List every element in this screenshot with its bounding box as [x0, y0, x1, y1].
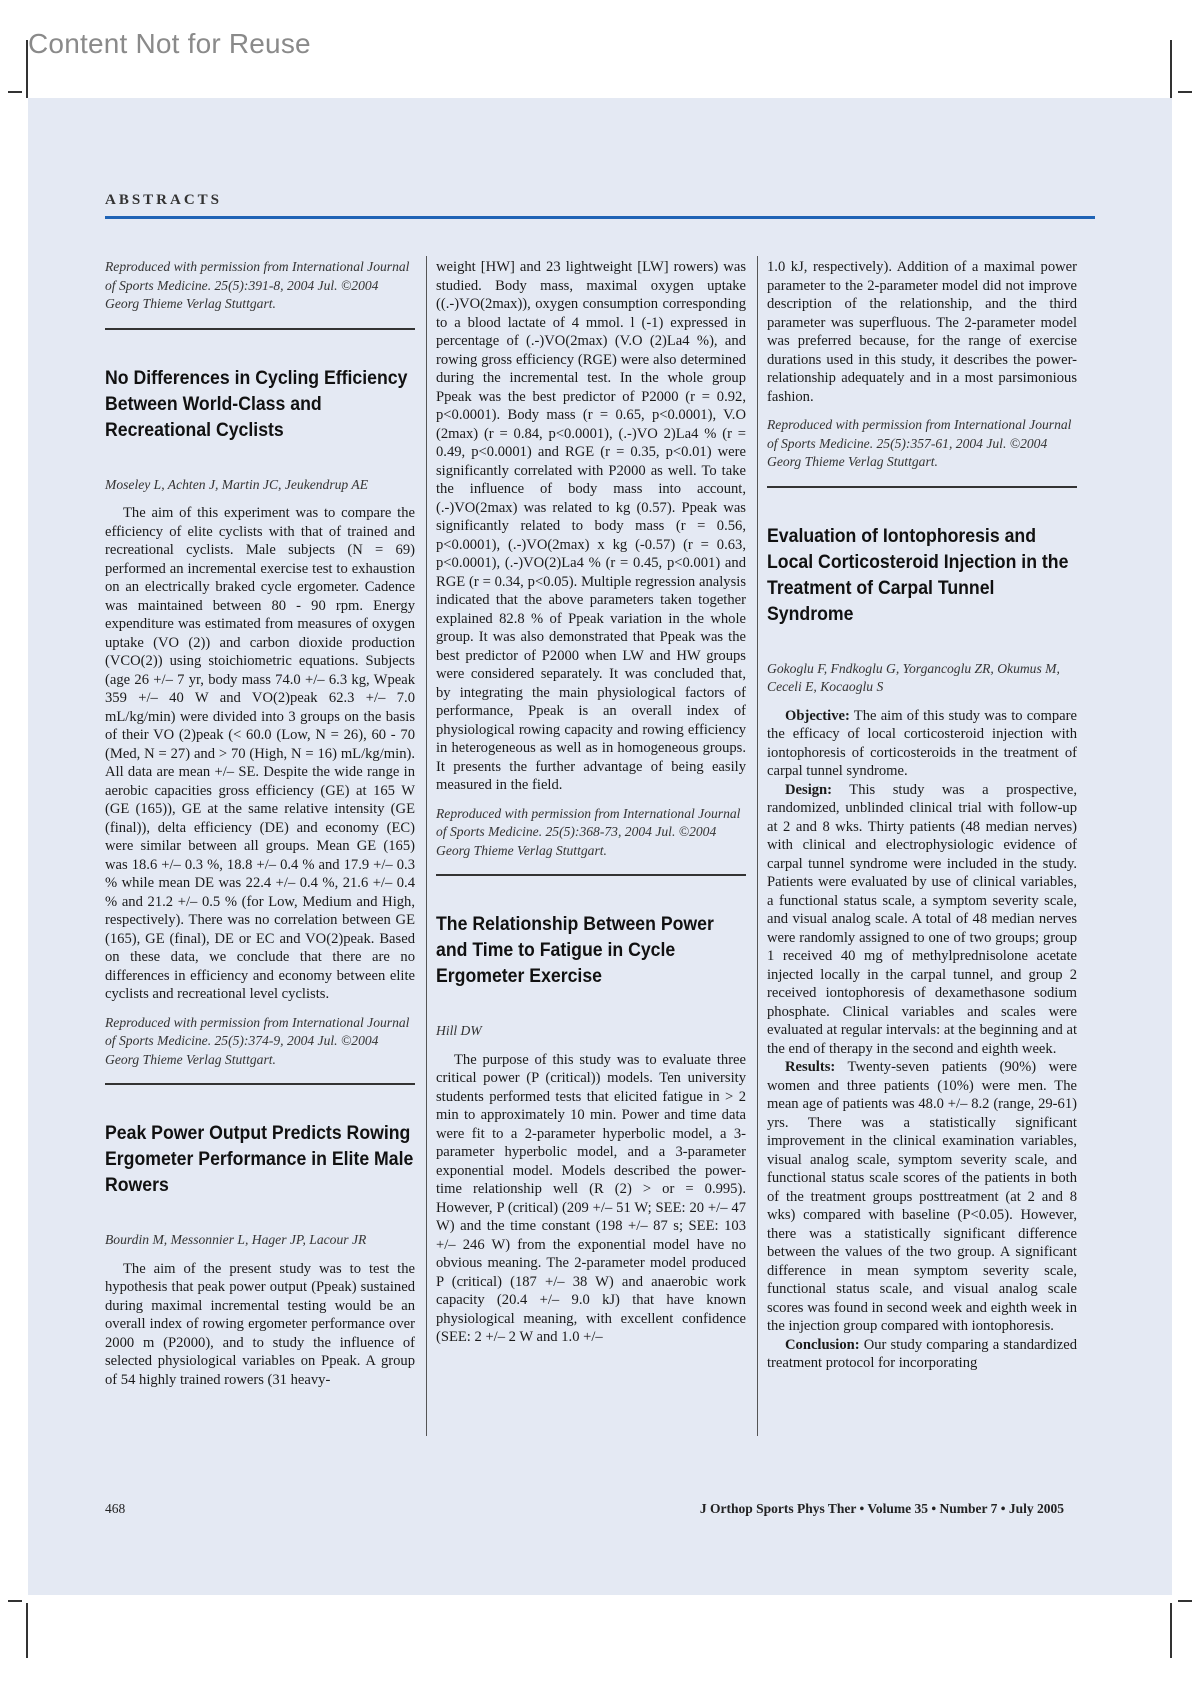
design-text: This study was a prospective, randomized, unblinded clinical trial with follow-up at 2 and 8 wks. Thirty patients (48 median nerves) with clinical and electrophysiologic evidence of carpal tunnel syndrome were included in the study. Patients were evaluated by use of clinical variables, a functional status scale, a symptom severity scale, and visual analog scale. A total of 48 median nerves were randomly assigned to one of two groups; group 1 received 40 mg of methylprednisolone acetate injected locally in the carpal tunnel, and group 2 received iontophoresis of dexamethasone sodium phosphate. Clinical variables and scales were evaluated at regular intervals: at the beginning and at the end of therapy in the second and eighth week. — [767, 781, 1077, 1057]
article-divider — [436, 874, 746, 876]
permission-credit: Reproduced with permission from International Journal of Sports Medicine. 25(5):374-9, 2004 Jul. ©2004 Georg Thieme Verlag Stuttgart. — [105, 1014, 410, 1067]
objective-label: Objective: — [785, 707, 850, 724]
crop-mark — [1178, 91, 1192, 93]
design-paragraph — [767, 781, 1077, 1059]
article-title: Evaluation of Iontophoresis and Local Corticosteroid Injection in the Treatment of Carpal Tunnel Syndrome — [767, 525, 1069, 625]
article-title: No Differences in Cycling Efficiency Between World-Class and Recreational Cyclists — [105, 367, 408, 441]
journal-page — [28, 98, 1172, 1595]
article-authors: Bourdin M, Messonnier L, Hager JP, Lacour JR — [105, 1232, 367, 1247]
design-label: Design: — [785, 781, 833, 798]
article-authors: Moseley L, Achten J, Martin JC, Jeukendrup AE — [105, 476, 368, 492]
header-rule — [105, 216, 1095, 219]
conclusion-paragraph — [767, 1336, 1077, 1373]
permission-credit: Reproduced with permission from International Journal of Sports Medicine. 25(5):391-8, 2004 Jul. ©2004 Georg Thieme Verlag Stuttgart. — [105, 259, 410, 311]
objective-text: The aim of this study was to compare the efficacy of local corticosteroid injection with iontophoresis of corticosteroids in the treatment of carpal tunnel syndrome. — [767, 707, 1077, 779]
article-abstract: The aim of this experiment was to compare the efficiency of elite cyclists with that of trained and recreational cyclists. Male subjects (N = 69) performed an incremental exercise test to exhaustion on an electrically braked cycle ergometer. Cadence was maintained between 80 - 90 rpm. Energy expenditure was estimated from measures of oxygen uptake (VO (2)) and carbon dioxide production (VCO(2)) using stoichiometric equations. Subjects (age 26 +/– 7 yr, body mass 74.0 +/– 6.3 kg, Wpeak 359 +/– 40 W and VO(2)peak 62.3 +/– 7.0 mL/kg/min) were divided into 3 groups on the basis of their VO (2)peak (< 60.0 (Low, N = 26), 60 - 70 (Med, N = 27) and > 70 (High, N = 16) mL/kg/min). All data are mean +/– SE. Despite the wide range in aerobic capacities gross efficiency (GE) at 165 W (GE (165)), GE at the same relative intensity (GE (final)), delta efficiency (DE) and economy (EC) were similar between all groups. Mean GE (165) was 18.6 +/– 0.3 %, 18.8 +/– 0.4 % and 17.9 +/– 0.3 % while mean DE was 22.4 +/– 0.4 %, 21.6 +/– 0.4 % and 21.2 +/– 0.5 % (for Low, Medium and High, respectively). There was no correlation between GE (165), GE (final), DE or EC and VO(2)peak. Based on these data, we conclude that there are no differences in efficiency and economy between elite cyclists and recreational level cyclists. — [105, 505, 415, 1002]
article-authors: Gokoglu F, Fndkoglu G, Yorgancoglu ZR, Okumus M, Ceceli E, Kocaoglu S — [767, 660, 1060, 694]
article-abstract-continued: 1.0 kJ, respectively). Addition of a maximal power parameter to the 2-parameter model did not improve description of the relationship, and the third parameter was superfluous. The 2-parameter model was preferred because, for the range of exercise durations used in this study, it describes the power-relationship adequately and in a most parsimonious fashion. — [767, 259, 1077, 405]
crop-mark — [8, 1600, 22, 1602]
crop-mark — [26, 1603, 28, 1658]
column-3 — [767, 258, 1077, 1373]
article-abstract: The purpose of this study was to evaluate three critical power (P (critical)) models. Ten university students performed tests that elicited fatigue in > 2 min to approximately 10 min. Power and time data were fit to a 2-parameter hyperbolic model, a 3-parameter hyperbolic model, and a 3-parameter exponential model. Models described the power-time relationship well (R (2) > or = 0.995). However, P (critical) (209 +/– 51 W; SEE: 20 +/– 47 W) and the time constant (198 +/– 87 s; SEE: 103 +/– 246 W) from the exponential model have no obvious meaning. The 2-parameter model produced P (critical) (187 +/– 38 W) and anaerobic work capacity (20.4 +/– 9.0 kJ) that have known physiological meaning, with excellent confidence (SEE: 2 +/– 2 W and 1.0 +/– — [436, 1051, 746, 1345]
conclusion-text: Our study comparing a standardized treatment protocol for incorporating — [767, 1336, 1077, 1371]
article-divider — [105, 328, 415, 330]
results-label: Results: — [785, 1059, 836, 1075]
crop-mark — [1170, 1603, 1172, 1658]
results-paragraph — [767, 1058, 1077, 1336]
article-divider — [105, 1083, 415, 1085]
column-1 — [105, 258, 415, 1399]
article-abstract: The aim of the present study was to test the hypothesis that peak power output (Ppeak) sustained during maximal incremental testing would be an overall index of rowing ergometer performance over 2000 m (P2000), and to study the influence of selected physiological variables on Ppeak. A group of 54 highly trained rowers (31 heavy- — [105, 1260, 415, 1388]
column-2 — [436, 258, 746, 1357]
crop-mark — [26, 40, 28, 98]
conclusion-label: Conclusion: — [785, 1336, 860, 1353]
article-divider — [767, 486, 1077, 488]
permission-credit: Reproduced with permission from International Journal of Sports Medicine. 25(5):357-61, 2004 Jul. ©2004 Georg Thieme Verlag Stuttgart. — [767, 417, 1072, 469]
page-number: 468 — [105, 1501, 126, 1516]
permission-credit: Reproduced with permission from International Journal of Sports Medicine. 25(5):368-73, 2004 Jul. ©2004 Georg Thieme Verlag Stuttgart. — [436, 805, 741, 858]
crop-mark — [1178, 1600, 1192, 1602]
section-label: ABSTRACTS — [105, 192, 223, 208]
column-divider — [426, 256, 427, 1436]
results-text: Twenty-seven patients (90%) were women and three patients (10%) were men. The mean age of patients was 48.0 +/– 8.2 (range, 29-61) yrs. There was a statistically significant improvement in the clinical examination variables, visual analog scale, symptom severity scale, and functional status scale scores of the patients in both of the treatment groups posttreatment (at 2 and 8 wks) compared with baseline (P<0.05). However, there was a statistically significant difference between the values of the two group. A significant difference in mean symptom severity scale, functional status scale, and visual analog scale scores was found in second week and eighth week in the injection group compared with iontophoresis. — [767, 1059, 1077, 1334]
article-abstract-continued: weight [HW] and 23 lightweight [LW] rowers) was studied. Body mass, maximal oxygen uptake ((.-)VO(2max)), oxygen consumption corresponding to a blood lactate of 4 mmol. l (-1) expressed in percentage of (.-)VO(2max) (V.O (2)La4 %), and rowing gross efficiency (RGE) were also determined during the incremental test. In the whole group Ppeak was the best predictor of P2000 (r = 0.92, p<0.0001). Body mass (r = 0.65, p<0.0001), V.O (2max) (r = 0.84, p<0.0001), (.-)VO 2)La4 % (r = 0.49, p<0.0001) and RGE (r = 0.35, p<0.01) were significantly correlated with P2000 as well. To take the influence of body mass into account, (.-)VO(2max) was related to kg (0.57). Ppeak was significantly related to body mass (r = 0.56, p<0.0001), (.-)VO(2max) x kg (-0.57) (r = 0.63, p<0.0001), (.-)VO(2)La4 % (r = 0.45, p<0.001) and RGE (r = 0.34, p<0.05). Multiple regression analysis indicated that the above parameters taken together explained 82.8 % of Ppeak variation in the whole group. It was also demonstrated that Ppeak was the best predictor of P2000 when LW and HW groups were considered separately. It was concluded that, by integrating the main physiological factors of performance, Ppeak is an overall index of physiological rowing capacity and rowing efficiency in heterogeneous as well as in homogeneous groups. It presents the further advantage of being easily measured in the field. — [436, 259, 746, 793]
column-divider — [757, 256, 758, 1436]
article-title: The Relationship Between Power and Time to Fatigue in Cycle Ergometer Exercise — [436, 914, 714, 987]
crop-mark — [8, 91, 22, 93]
journal-citation: J Orthop Sports Phys Ther • Volume 35 • Number 7 • July 2005 — [699, 1501, 1064, 1516]
article-authors: Hill DW — [436, 1023, 482, 1038]
crop-mark — [1170, 40, 1172, 98]
article-title: Peak Power Output Predicts Rowing Ergometer Performance in Elite Male Rowers — [105, 1123, 414, 1196]
watermark: Content Not for Reuse — [28, 28, 311, 59]
objective-paragraph — [767, 707, 1077, 781]
